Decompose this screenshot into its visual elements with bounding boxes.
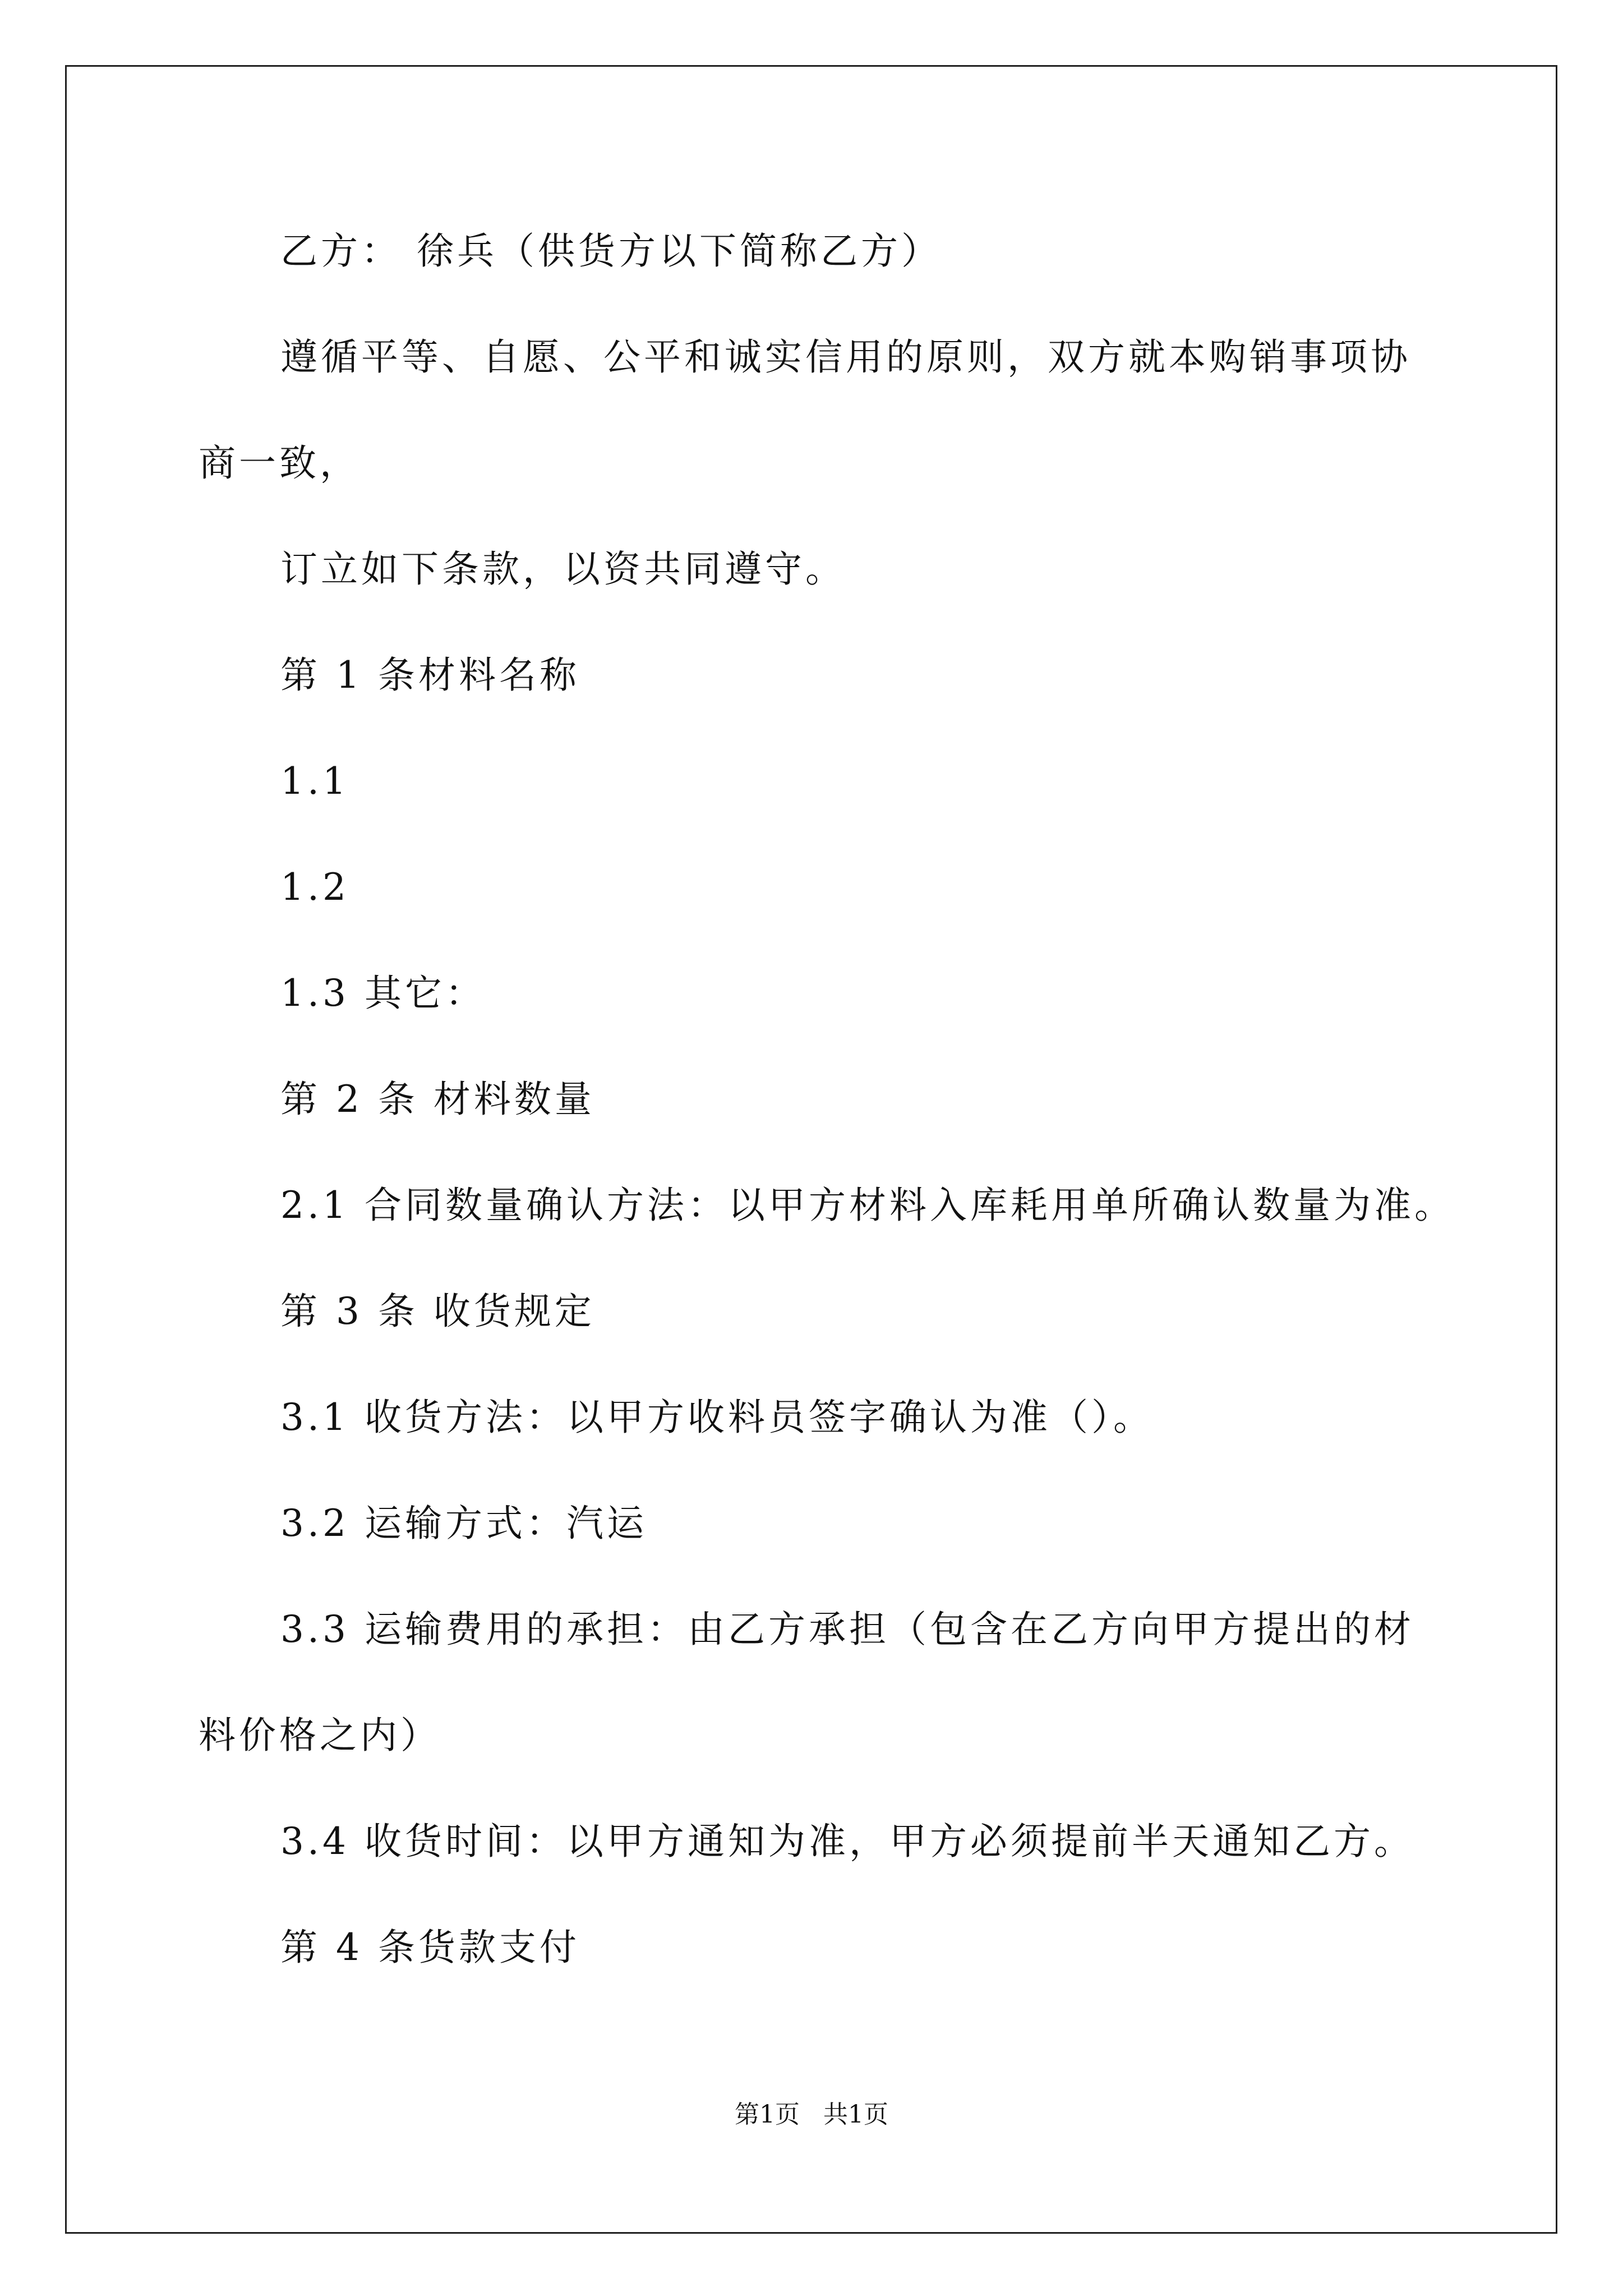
party-b-line: 乙方： 徐兵（供货方以下简称乙方） [280, 229, 942, 273]
article-1-heading: 第 1 条材料名称 [280, 654, 580, 697]
clause-3-3-line1: 3.3 运输费用的承担：由乙方承担（包含在乙方向甲方提出的材 [280, 1608, 1414, 1651]
clause-1-2: 1.2 [280, 866, 349, 909]
article-2-heading: 第 2 条 材料数量 [280, 1078, 595, 1121]
article-4-heading: 第 4 条货款支付 [280, 1926, 580, 1969]
clause-3-1: 3.1 收货方法：以甲方收料员签字确认为准（）。 [280, 1396, 1154, 1439]
clause-2-1: 2.1 合同数量确认方法：以甲方材料入库耗用单所确认数量为准。 [280, 1184, 1455, 1227]
page-footer: 第1页 共1页 [735, 2100, 888, 2129]
agreement-line: 订立如下条款，以资共同遵守。 [280, 547, 846, 591]
principle-paragraph-line1: 遵循平等、自愿、公平和诚实信用的原则，双方就本购销事项协 [280, 335, 1411, 379]
article-3-heading: 第 3 条 收货规定 [280, 1290, 595, 1333]
clause-1-1: 1.1 [280, 760, 349, 803]
principle-paragraph-line2: 商一致， [199, 441, 360, 485]
clause-3-2: 3.2 运输方式：汽运 [280, 1502, 647, 1545]
clause-3-4: 3.4 收货时间：以甲方通知为准，甲方必须提前半天通知乙方。 [280, 1820, 1414, 1863]
page-border [65, 65, 1557, 2234]
clause-3-3-line2: 料价格之内） [199, 1714, 441, 1757]
clause-1-3: 1.3 其它： [280, 972, 486, 1015]
